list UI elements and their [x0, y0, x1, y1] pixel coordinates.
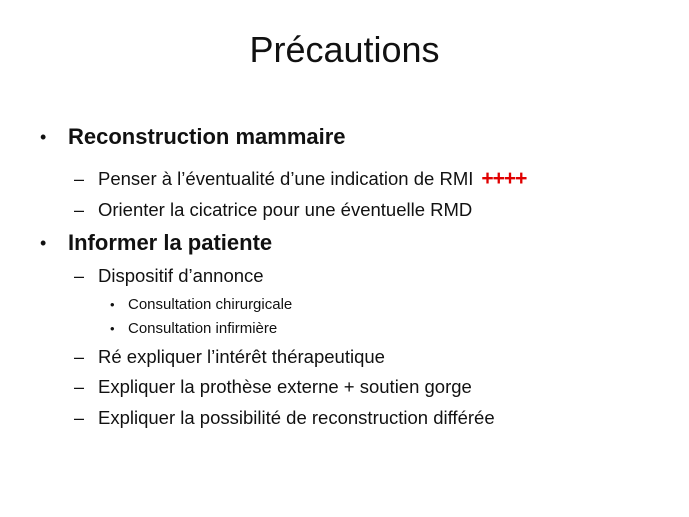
dash-icon: – [74, 407, 85, 428]
sub-item-text: Ré expliquer l’intérêt thérapeutique [98, 346, 385, 367]
bullet-icon: • [40, 232, 47, 253]
sub-item [74, 165, 526, 193]
sub-item [74, 262, 264, 290]
sub-item-text: Dispositif d’annonce [98, 265, 264, 286]
sub-sub-item-text: Consultation infirmière [128, 319, 278, 337]
sub-sub-item [110, 317, 277, 339]
sub-item [74, 196, 472, 224]
small-bullet-icon: • [110, 296, 115, 312]
bullet-label: Reconstruction mammaire [68, 124, 346, 149]
sub-item-text: Expliquer la possibilité de reconstruction différée [98, 407, 495, 428]
sub-item [74, 373, 472, 401]
emphasis-marker: ++++ [481, 167, 527, 190]
sub-item-text: Penser à l’éventualité d’une indication de RMI [98, 168, 474, 189]
sub-item-text: Expliquer la prothèse externe + soutien gorge [98, 376, 472, 397]
bullet-item [40, 228, 272, 258]
bullet-item [40, 122, 346, 152]
dash-icon: – [74, 265, 85, 286]
slide-title: Précautions [249, 29, 440, 70]
sub-sub-item [110, 293, 292, 315]
sub-sub-item-text: Consultation chirurgicale [128, 295, 293, 313]
dash-icon: – [74, 199, 85, 220]
bullet-icon: • [40, 126, 47, 147]
dash-icon: – [74, 376, 85, 397]
dash-icon: – [74, 168, 85, 189]
sub-item-text: Orienter la cicatrice pour une éventuelle RMD [98, 199, 473, 220]
small-bullet-icon: • [110, 320, 115, 336]
sub-item [74, 404, 495, 432]
bullet-label: Informer la patiente [68, 230, 273, 255]
dash-icon: – [74, 346, 85, 367]
sub-item [74, 343, 385, 371]
